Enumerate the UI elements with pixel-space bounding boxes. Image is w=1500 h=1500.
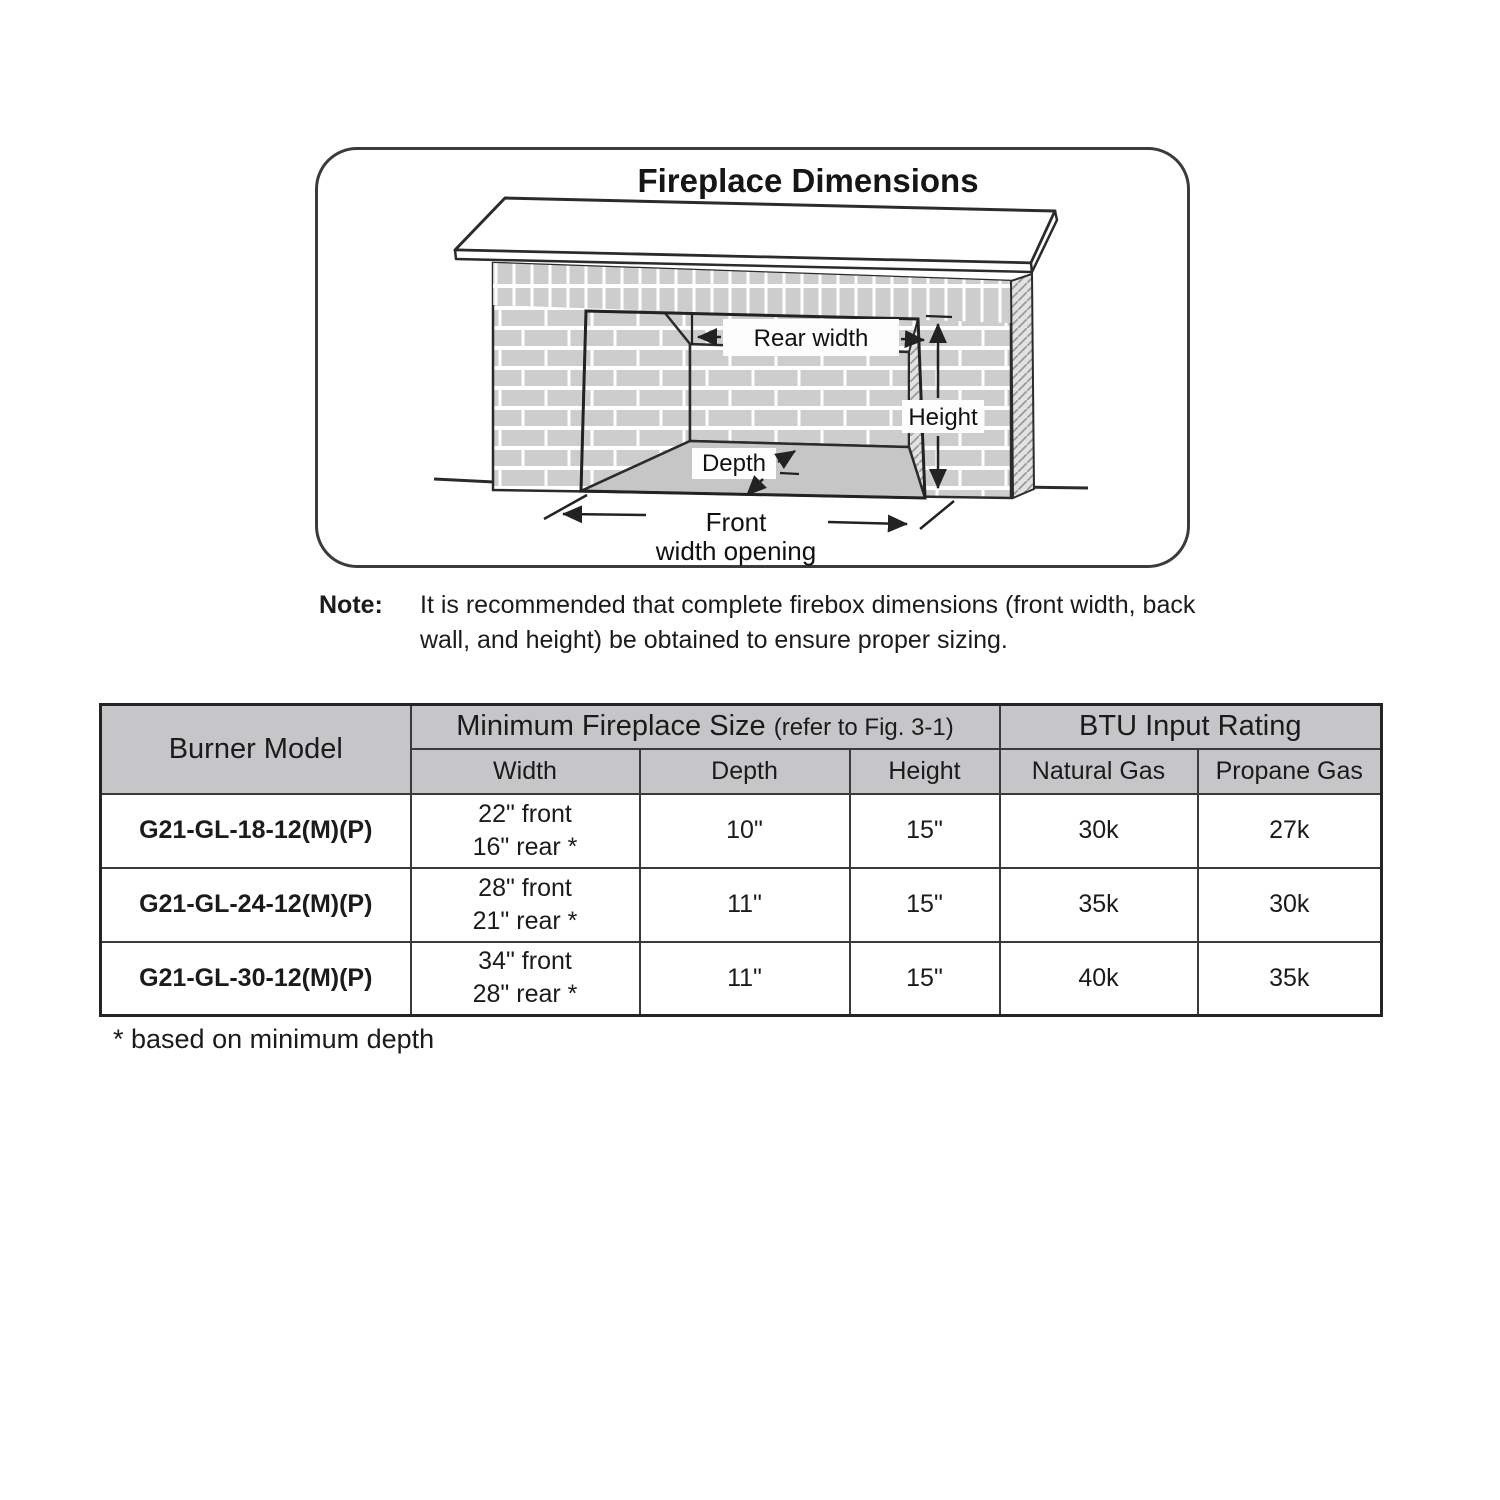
min-fireplace-size-ref: (refer to Fig. 3-1) xyxy=(773,714,954,742)
cell-depth: 10" xyxy=(640,794,850,868)
ground-line-left xyxy=(434,479,494,482)
spec-table xyxy=(99,703,1383,1017)
cell-width-front: 28" front xyxy=(478,873,572,902)
cell-width-rear: 28" rear * xyxy=(472,980,578,1009)
cell-width xyxy=(411,942,640,1016)
cell-model: G21-GL-30-12(M)(P) xyxy=(101,942,411,1016)
cell-natural-gas: 40k xyxy=(1000,942,1198,1016)
col-header-natural-gas: Natural Gas xyxy=(1000,749,1198,794)
cell-height: 15" xyxy=(850,794,1000,868)
front-width-label-line1: Front xyxy=(705,507,767,537)
table-row xyxy=(101,942,1382,1016)
cell-model: G21-GL-18-12(M)(P) xyxy=(101,794,411,868)
col-header-depth: Depth xyxy=(640,749,850,794)
front-width-tick-right xyxy=(920,501,954,529)
rear-width-arrow-right xyxy=(901,339,924,340)
table-footnote: * based on minimum depth xyxy=(113,1024,435,1054)
firebox-rear-wall xyxy=(690,344,909,447)
cell-natural-gas: 30k xyxy=(1000,794,1198,868)
note xyxy=(319,588,1205,658)
min-fireplace-size-title: Minimum Fireplace Size xyxy=(456,710,766,743)
panel-title: Fireplace Dimensions xyxy=(637,162,979,199)
col-header-min-fireplace-size xyxy=(411,705,1000,749)
side-return xyxy=(1011,274,1034,498)
rear-width-label: Rear width xyxy=(753,325,869,352)
cell-natural-gas: 35k xyxy=(1000,868,1198,942)
cell-width-front: 34" front xyxy=(478,947,572,976)
depth-label: Depth xyxy=(701,450,767,477)
cell-width-rear: 16" rear * xyxy=(472,832,578,861)
col-header-propane-gas: Propane Gas xyxy=(1198,749,1382,794)
cell-depth: 11" xyxy=(640,868,850,942)
cell-height: 15" xyxy=(850,868,1000,942)
cell-depth: 11" xyxy=(640,942,850,1016)
col-header-height: Height xyxy=(850,749,1000,794)
front-width-arrow-right xyxy=(828,522,907,524)
cell-propane-gas: 35k xyxy=(1198,942,1382,1016)
fireplace-dimensions-panel xyxy=(315,147,1190,568)
cell-width-front: 22" front xyxy=(478,799,572,828)
height-top-tick xyxy=(926,316,952,317)
note-label: Note: xyxy=(319,591,383,619)
fireplace-diagram xyxy=(316,148,1191,569)
cell-width xyxy=(411,794,640,868)
col-header-width: Width xyxy=(411,749,640,794)
height-label: Height xyxy=(908,404,978,431)
table-row xyxy=(101,794,1382,868)
cell-width-rear: 21" rear * xyxy=(472,906,578,935)
cell-width xyxy=(411,868,640,942)
note-text: It is recommended that complete firebox dimensions (front width, back wall, and height) be obtained to ensure proper sizing. xyxy=(420,591,1196,654)
table-row xyxy=(101,868,1382,942)
col-header-btu-input-rating: BTU Input Rating xyxy=(1000,705,1382,749)
cell-model: G21-GL-24-12(M)(P) xyxy=(101,868,411,942)
cell-height: 15" xyxy=(850,942,1000,1016)
front-width-arrow-left xyxy=(563,514,646,515)
cell-propane-gas: 27k xyxy=(1198,794,1382,868)
front-width-label-line2: width opening xyxy=(655,536,817,566)
cell-propane-gas: 30k xyxy=(1198,868,1382,942)
col-header-burner-model: Burner Model xyxy=(101,705,411,794)
depth-tick xyxy=(780,473,799,474)
